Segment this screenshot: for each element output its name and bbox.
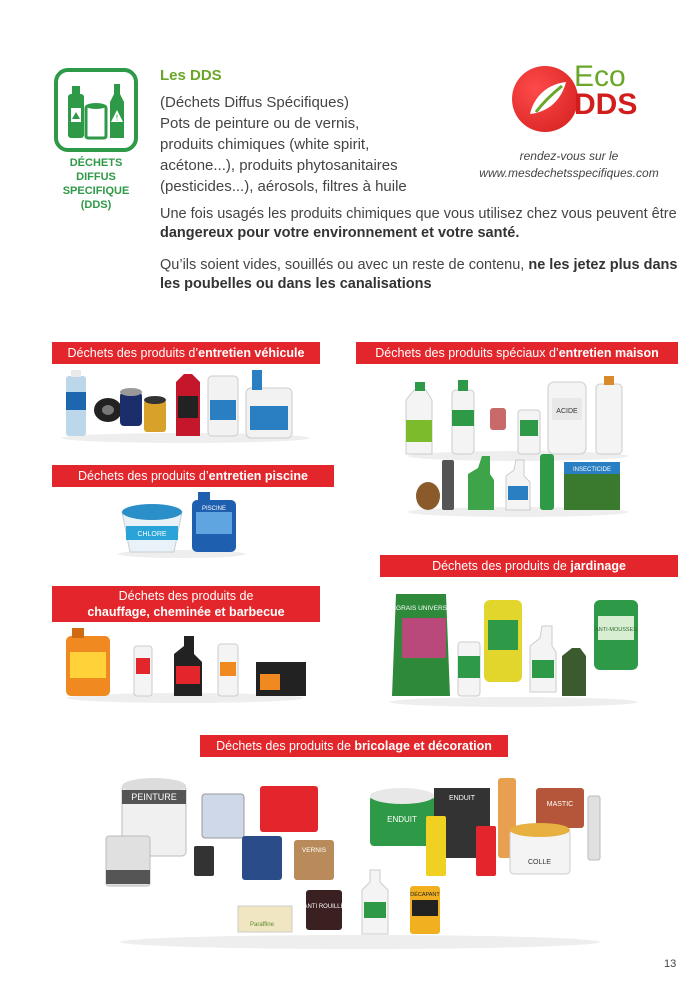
svg-text:Paraffine: Paraffine: [250, 922, 274, 928]
instruction-paragraph: Qu’ils soient vides, souillés ou avec un reste de contenu, ne les jetez plus dans les poubelles ou dans les canalisations: [160, 257, 678, 292]
banner-bricolage: Déchets des produits de bricolage et décoration: [200, 735, 508, 757]
banner-entretien-piscine: Déchets des produits d’entretien piscine: [52, 465, 334, 487]
svg-text:ANTI-MOUSSES: ANTI-MOUSSES: [595, 627, 637, 633]
cleaner-bottle-product: [452, 380, 474, 454]
svg-text:ENGRAIS UNIVERSEL: ENGRAIS UNIVERSEL: [387, 605, 455, 612]
products-jardinage: [384, 586, 644, 710]
ecodds-logo-eco: Eco: [574, 60, 626, 93]
garden-bottle-product: [458, 600, 522, 696]
dds-category-icon: [50, 66, 142, 211]
chlorine-bucket-product: [122, 504, 182, 552]
svg-text:DÉCAPANT: DÉCAPANT: [410, 892, 440, 898]
products-entretien-piscine: [112, 490, 252, 560]
ecodds-caption: rendez-vous sur le www.mesdechetsspecifiques.com: [455, 148, 683, 182]
svg-text:VERNIS: VERNIS: [301, 847, 327, 854]
products-entretien-maison: [398, 370, 638, 520]
aerosol-can-product: [66, 370, 86, 436]
anti-moss-canister-product: [594, 600, 638, 670]
svg-text:PEINTURE: PEINTURE: [131, 792, 177, 802]
acid-canister-product: [548, 376, 622, 454]
products-bricolage: [100, 766, 620, 952]
page-number: 13: [664, 958, 677, 970]
filler-and-glue-products: [370, 778, 600, 876]
paint-pot-products: [106, 778, 334, 886]
svg-text:!: !: [115, 113, 119, 123]
chemical-containers-icon: [54, 68, 138, 152]
warning-paragraph: Une fois usagés les produits chimiques que vous utilisez chez vous peuvent être dangereux pour votre environnement et votre santé.: [160, 206, 677, 241]
bleach-bottle-product: [406, 382, 432, 454]
pool-canister-product: [192, 492, 236, 552]
dds-icon-label: DÉCHETS DIFFUS SPECIFIQUE (DDS): [62, 157, 130, 211]
fuel-canister-product: [66, 628, 110, 696]
svg-text:INSECTICIDE: INSECTICIDE: [572, 467, 612, 473]
fire-lighter-products: [218, 644, 306, 696]
weed-spray-product: [530, 626, 586, 696]
products-entretien-vehicule: [58, 366, 314, 444]
svg-text:PISCINE: PISCINE: [201, 506, 227, 512]
svg-text:ANTI ROUILLE: ANTI ROUILLE: [303, 904, 345, 910]
svg-text:MASTIC: MASTIC: [546, 801, 574, 808]
spray-products: [416, 454, 620, 510]
small-jar-product: [490, 408, 540, 454]
ecodds-website-link: www.mesdechetsspecifiques.com: [479, 166, 659, 180]
banner-chauffage: Déchets des produits de chauffage, cheminée et barbecue: [52, 586, 320, 622]
banner-entretien-vehicule: Déchets des produits d’entretien véhicule: [52, 342, 320, 364]
motor-oil-bottle-product: [176, 374, 200, 436]
banner-jardinage: Déchets des produits de jardinage: [380, 555, 678, 577]
lighter-gel-product: [134, 636, 202, 696]
ecodds-logo: [508, 56, 648, 136]
banner-entretien-maison: Déchets des produits spéciaux d’entretien maison: [356, 342, 678, 364]
section-title: Les DDS: [160, 67, 222, 84]
fertilizer-bag-product: [387, 594, 455, 696]
coolant-canister-product: [208, 370, 292, 438]
oil-filter-product: [94, 388, 166, 432]
products-chauffage: [60, 626, 310, 704]
intro-description: (Déchets Diffus Spécifiques) Pots de peinture ou de vernis, produits chimiques (white spirit, acétone...), produits phytosanitaires (pesticides...), aérosols, filtres à huile: [160, 94, 407, 195]
hand-leaf-icon: [526, 78, 570, 122]
svg-text:ACIDE: ACIDE: [556, 408, 578, 415]
ecodds-logo-dds: DDS: [574, 88, 638, 121]
svg-text:COLLE: COLLE: [528, 859, 551, 866]
svg-text:ENDUIT: ENDUIT: [387, 815, 417, 824]
svg-text:ENDUIT: ENDUIT: [448, 795, 476, 802]
svg-text:CHLORE: CHLORE: [137, 531, 167, 538]
